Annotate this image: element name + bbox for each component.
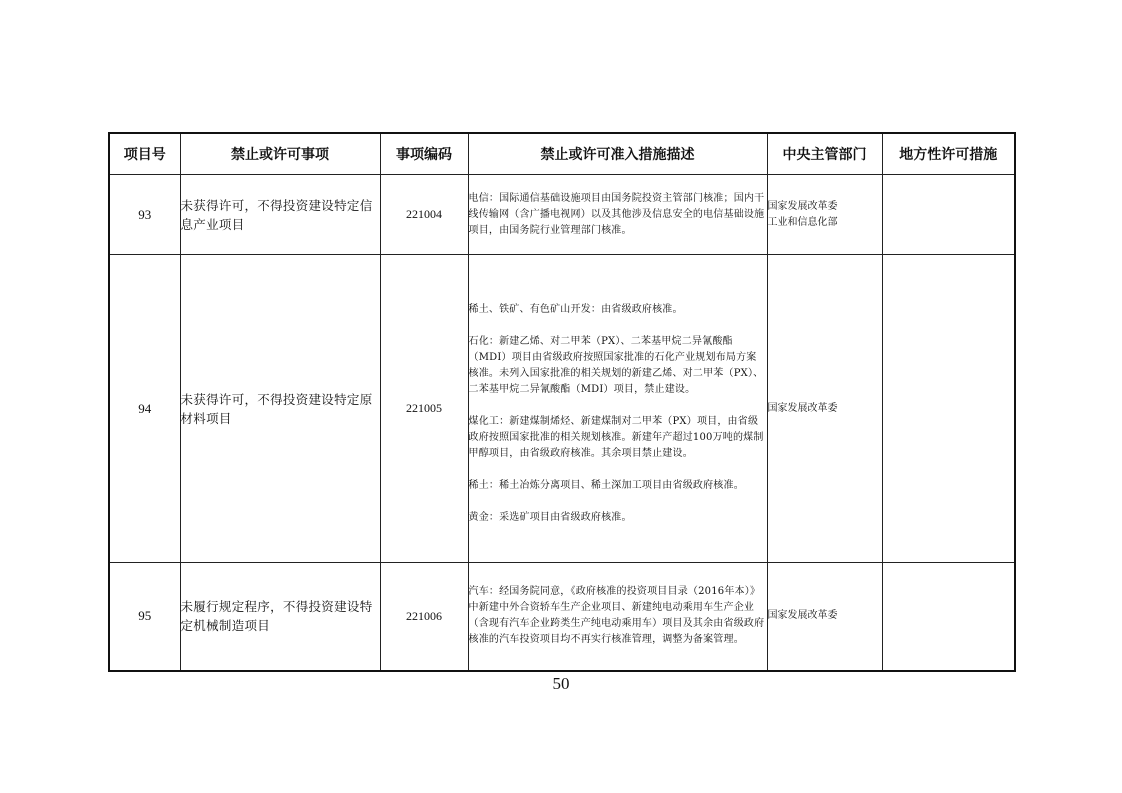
header-item-code: 事项编码 (380, 133, 468, 175)
row-department (767, 175, 882, 255)
row-item: 未获得许可，不得投资建设特定信息产业项目 (180, 175, 380, 255)
description-paragraph: 汽车：经国务院同意，《政府核准的投资项目目录（2016年本）》中新建中外合资轿车生产企业项目、新建纯电动乘用车生产企业（含现有汽车企业跨类生产纯电动乘用车）项目及其余由省级政府核准的汽车投资项目均不再实行核准管理，调整为备案管理。 (468, 586, 765, 646)
description-paragraph: 稀土：稀土冶炼分离项目、稀土深加工项目由省级政府核准。 (468, 479, 744, 491)
department-name: 国家发展改革委 (767, 402, 838, 414)
permit-table (108, 132, 1016, 672)
row-local-measures (882, 175, 1015, 255)
page-number: 50 (552, 674, 570, 693)
row-item: 未履行规定程序，不得投资建设特定机械制造项目 (180, 563, 380, 671)
row-department (767, 255, 882, 563)
row-item: 未获得许可，不得投资建设特定原材料项目 (180, 255, 380, 563)
row-code: 221006 (380, 563, 468, 671)
department-name: 工业和信息化部 (767, 216, 838, 228)
description-paragraph: 稀土、铁矿、有色矿山开发：由省级政府核准。 (468, 303, 683, 315)
row-code: 221005 (380, 255, 468, 563)
row-code: 221004 (380, 175, 468, 255)
row-description (468, 563, 767, 671)
department-name: 国家发展改革委 (767, 200, 838, 212)
description-paragraph: 电信：国际通信基础设施项目由国务院投资主管部门核准；国内干线传输网（含广播电视网）以及其他涉及信息安全的电信基础设施项目，由国务院行业管理部门核准。 (468, 192, 765, 236)
header-row (109, 133, 1015, 175)
description-paragraph: 黄金：采选矿项目由省级政府核准。 (468, 511, 632, 523)
row-description (468, 175, 767, 255)
header-item-name: 禁止或许可事项 (180, 133, 380, 175)
table-row (109, 255, 1015, 563)
row-local-measures (882, 563, 1015, 671)
header-local-measures: 地方性许可措施 (882, 133, 1015, 175)
description-paragraph: 石化：新建乙烯、对二甲苯（PX）、二苯基甲烷二异氰酸酯（MDI）项目由省级政府按照国家批准的石化产业规划布局方案核准。未列入国家批准的相关规划的新建乙烯、对二甲苯（PX）、二苯基甲烷二异氰酸酯（MDI）项目，禁止建设。 (468, 335, 764, 395)
row-number: 94 (109, 255, 180, 563)
header-item-number: 项目号 (109, 133, 180, 175)
row-department (767, 563, 882, 671)
row-number: 93 (109, 175, 180, 255)
table-row (109, 563, 1015, 671)
row-number: 95 (109, 563, 180, 671)
table-row (109, 175, 1015, 255)
row-local-measures (882, 255, 1015, 563)
row-description (468, 255, 767, 563)
header-central-department: 中央主管部门 (767, 133, 882, 175)
department-name: 国家发展改革委 (767, 610, 838, 622)
description-paragraph: 煤化工：新建煤制烯烃、新建煤制对二甲苯（PX）项目，由省级政府按照国家批准的相关规划核准。新建年产超过100万吨的煤制甲醇项目，由省级政府核准。其余项目禁止建设。 (468, 415, 764, 459)
header-description: 禁止或许可准入措施描述 (468, 133, 767, 175)
